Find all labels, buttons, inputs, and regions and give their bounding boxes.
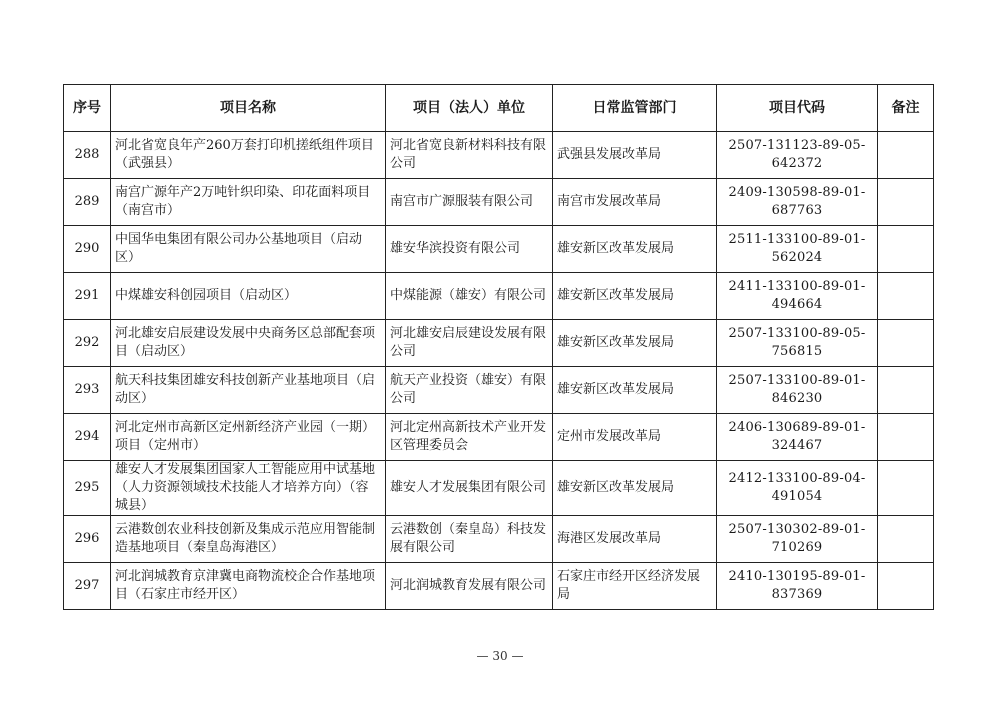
cell-project-code: 2406-130689-89-01-324467 (717, 414, 878, 461)
cell-note (878, 516, 934, 563)
cell-project-name: 中煤雄安科创园项目（启动区） (111, 273, 386, 320)
table-header-row (64, 85, 934, 132)
header-note: 备注 (878, 85, 934, 132)
cell-supervision-dept: 雄安新区改革发展局 (553, 273, 717, 320)
cell-note (878, 179, 934, 226)
table-row (64, 226, 934, 273)
cell-project-name: 航天科技集团雄安科技创新产业基地项目（启动区） (111, 367, 386, 414)
cell-project-code: 2410-130195-89-01-837369 (717, 563, 878, 610)
cell-supervision-dept: 海港区发展改革局 (553, 516, 717, 563)
cell-supervision-dept: 雄安新区改革发展局 (553, 320, 717, 367)
table-row (64, 414, 934, 461)
cell-note (878, 414, 934, 461)
cell-project-name: 雄安人才发展集团国家人工智能应用中试基地（人力资源领域技术技能人才培养方向）（容城县） (111, 461, 386, 516)
header-project-unit: 项目（法人）单位 (386, 85, 553, 132)
cell-project-unit: 南宫市广源服装有限公司 (386, 179, 553, 226)
cell-project-code: 2507-133100-89-01-846230 (717, 367, 878, 414)
cell-project-unit: 河北雄安启辰建设发展有限公司 (386, 320, 553, 367)
table-row (64, 461, 934, 516)
page-number: — 30 — (476, 649, 524, 663)
cell-supervision-dept: 南宫市发展改革局 (553, 179, 717, 226)
cell-supervision-dept: 定州市发展改革局 (553, 414, 717, 461)
cell-note (878, 226, 934, 273)
table-row (64, 563, 934, 610)
table-row (64, 132, 934, 179)
cell-project-name: 南宫广源年产2万吨针织印染、印花面料项目（南宫市） (111, 179, 386, 226)
cell-project-code: 2411-133100-89-01-494664 (717, 273, 878, 320)
cell-note (878, 367, 934, 414)
cell-note (878, 563, 934, 610)
cell-project-unit: 中煤能源（雄安）有限公司 (386, 273, 553, 320)
cell-seq: 289 (64, 179, 111, 226)
cell-seq: 292 (64, 320, 111, 367)
cell-seq: 291 (64, 273, 111, 320)
cell-note (878, 132, 934, 179)
cell-project-code: 2507-130302-89-01-710269 (717, 516, 878, 563)
cell-project-unit: 云港数创（秦皇岛）科技发展有限公司 (386, 516, 553, 563)
cell-project-code: 2511-133100-89-01-562024 (717, 226, 878, 273)
header-project-name: 项目名称 (111, 85, 386, 132)
cell-project-unit: 雄安人才发展集团有限公司 (386, 461, 553, 516)
cell-seq: 297 (64, 563, 111, 610)
cell-seq: 288 (64, 132, 111, 179)
cell-project-name: 云港数创农业科技创新及集成示范应用智能制造基地项目（秦皇岛海港区） (111, 516, 386, 563)
cell-project-name: 河北定州市高新区定州新经济产业园（一期）项目（定州市） (111, 414, 386, 461)
cell-note (878, 320, 934, 367)
cell-supervision-dept: 雄安新区改革发展局 (553, 226, 717, 273)
cell-project-name: 中国华电集团有限公司办公基地项目（启动区） (111, 226, 386, 273)
cell-seq: 294 (64, 414, 111, 461)
table-row (64, 367, 934, 414)
cell-project-unit: 河北定州高新技术产业开发区管理委员会 (386, 414, 553, 461)
cell-project-code: 2507-133100-89-05-756815 (717, 320, 878, 367)
cell-seq: 290 (64, 226, 111, 273)
cell-project-name: 河北省宽良年产260万套打印机搓纸组件项目（武强县） (111, 132, 386, 179)
cell-supervision-dept: 雄安新区改革发展局 (553, 461, 717, 516)
header-supervision-dept: 日常监管部门 (553, 85, 717, 132)
cell-project-name: 河北润城教育京津冀电商物流校企合作基地项目（石家庄市经开区） (111, 563, 386, 610)
cell-supervision-dept: 石家庄市经开区经济发展局 (553, 563, 717, 610)
cell-supervision-dept: 武强县发展改革局 (553, 132, 717, 179)
table-row (64, 179, 934, 226)
cell-seq: 293 (64, 367, 111, 414)
cell-note (878, 273, 934, 320)
cell-project-code: 2409-130598-89-01-687763 (717, 179, 878, 226)
cell-project-unit: 雄安华滨投资有限公司 (386, 226, 553, 273)
header-seq: 序号 (64, 85, 111, 132)
cell-seq: 295 (64, 461, 111, 516)
cell-project-name: 河北雄安启辰建设发展中央商务区总部配套项目（启动区） (111, 320, 386, 367)
table-row (64, 273, 934, 320)
cell-note (878, 461, 934, 516)
cell-supervision-dept: 雄安新区改革发展局 (553, 367, 717, 414)
cell-project-code: 2507-131123-89-05-642372 (717, 132, 878, 179)
cell-project-code: 2412-133100-89-04-491054 (717, 461, 878, 516)
cell-project-unit: 航天产业投资（雄安）有限公司 (386, 367, 553, 414)
cell-seq: 296 (64, 516, 111, 563)
cell-project-unit: 河北润城教育发展有限公司 (386, 563, 553, 610)
table-row (64, 516, 934, 563)
cell-project-unit: 河北省宽良新材料科技有限公司 (386, 132, 553, 179)
table-row (64, 320, 934, 367)
header-project-code: 项目代码 (717, 85, 878, 132)
project-table (63, 84, 934, 610)
